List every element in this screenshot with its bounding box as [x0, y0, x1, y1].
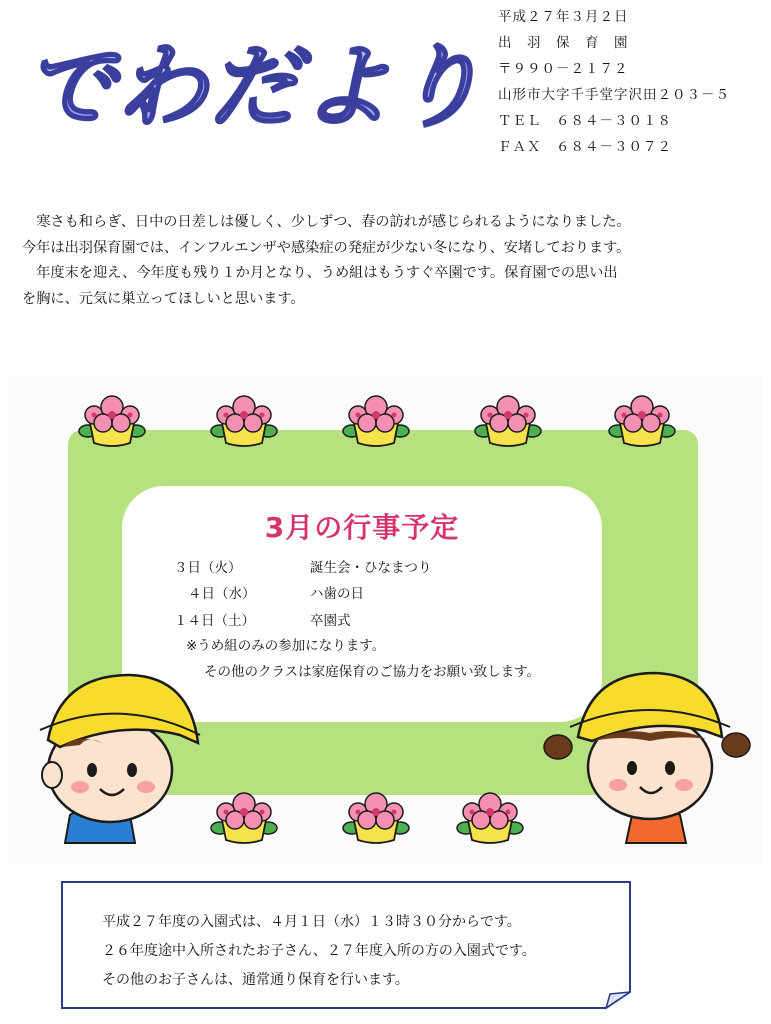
entrance-ceremony-notice [60, 880, 632, 1010]
issue-date: 平成２７年３月２日 [498, 9, 629, 25]
intro-line: 年度末を迎え、今年度も残り１か月となり、うめ組はもうすぐ卒園です。保育園での思い出 [22, 265, 618, 281]
intro-line: 今年は出羽保育園では、インフルエンザや感染症の発症が少ない冬になり、安堵しております。 [22, 239, 631, 256]
postal-code: 〒９９０－２１７２ [498, 61, 629, 77]
notice-line: ２６年度途中入所されたお子さん、２７年度入所の方の入園式です。 [102, 943, 536, 959]
event-schedule [122, 486, 602, 722]
event-name: 誕生会・ひなまつり [310, 560, 432, 576]
notice-line: 平成２７年度の入園式は、４月１日（水）１３時３０分からです。 [102, 914, 521, 930]
event-date: ３日（火） [174, 560, 242, 576]
schedule-note: ※うめ組のみの参加になります。 [186, 638, 386, 654]
schedule-note: その他のクラスは家庭保育のご協力をお願い致します。 [204, 664, 541, 680]
fax: ＦＡＸ ６８４－３０７２ [498, 139, 672, 155]
address: 山形市大字千手堂字沢田２０３－５ [498, 87, 730, 103]
event-name: ハ歯の日 [310, 586, 364, 602]
intro-line: 寒さも和らぎ、日中の日差しは優しく、少しずつ、春の訪れが感じられるようになりました。 [22, 214, 631, 230]
schedule-title: 3月の行事予定 [264, 511, 460, 544]
telephone: ＴＥＬ ６８４－３０１８ [498, 113, 672, 129]
newsletter-title [20, 0, 490, 150]
event-name: 卒園式 [310, 613, 351, 629]
intro-line: を胸に、元気に巣立ってほしいと思います。 [22, 290, 305, 307]
intro-text [22, 210, 752, 312]
event-date: １４日（土） [174, 613, 255, 629]
header-info [498, 4, 730, 160]
newsletter-title-text: でわだより [25, 35, 485, 140]
event-date: ４日（水） [188, 586, 256, 602]
nursery-name: 出 羽 保 育 園 [498, 35, 629, 51]
notice-line: その他のお子さんは、通常通り保育を行います。 [102, 972, 409, 988]
